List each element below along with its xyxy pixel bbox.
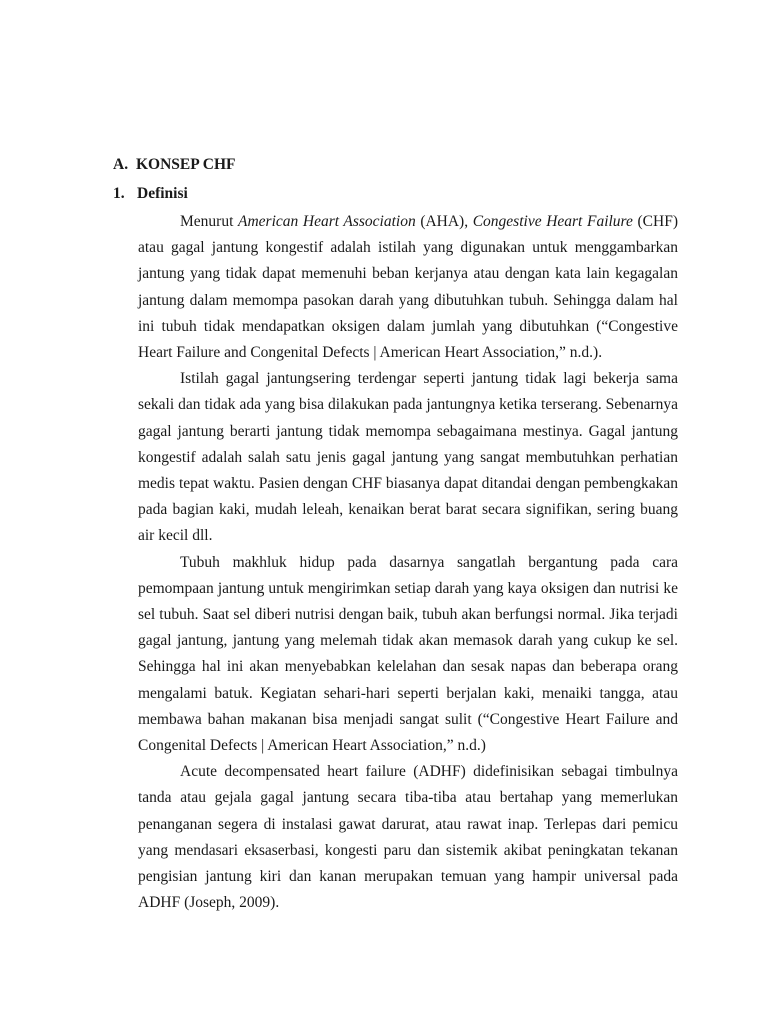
term-name: Congestive Heart Failure: [472, 213, 633, 230]
paragraph-1-text: (CHF) atau gagal jantung kongestif adalah istilah yang digunakan untuk menggambarkan jantung yang tidak dapat memenuhi beban kerjanya atau dengan kata lain kegagalan jantung dalam memompa pasokan darah yang dibutuhkan tubuh. Sehingga dalam hal ini tubuh tidak mendapatkan oksigen dalam jumlah yang dibutuhkan (“Congestive Heart Failure and Congenital Defects | American Heart Association,” n.d.).: [138, 213, 678, 362]
paragraph-3: Tubuh makhluk hidup pada dasarnya sangatlah bergantung pada cara pemompaan jantung untuk mengirimkan setiap darah yang kaya oksigen dan nutrisi ke sel tubuh. Saat sel diberi nutrisi dengan baik, tubuh akan berfungsi normal. Jika terjadi gagal jantung, jantung yang melemah tidak akan memasok darah yang cukup ke sel. Sehingga hal ini akan menyebabkan kelelahan dan sesak napas dan beberapa orang mengalami batuk. Kegiatan sehari-hari seperti berjalan kaki, menaiki tangga, atau membawa bahan makanan bisa menjadi sangat sulit (“Congestive Heart Failure and Congenital Defects | American Heart Association,” n.d.): [138, 553, 678, 755]
paragraph-1: [138, 209, 678, 366]
paragraph-2: Istilah gagal jantungsering terdengar seperti jantung tidak lagi bekerja sama sekali dan tidak ada yang bisa dilakukan pada jantungnya ketika terserang. Sebenarnya gagal jantung berarti jantung tidak memompa sebagaimana mestinya. Gagal jantung kongestif adalah salah satu jenis gagal jantung yang sangat membutuhkan perhatian medis tepat waktu. Pasien dengan CHF biasanya dapat ditandai dengan pembengkakan pada bagian kaki, mudah leleah, kenaikan berat barat secara signifikan, sering buang air kecil dll.: [138, 370, 678, 545]
subsection-heading: [113, 181, 188, 207]
subsection-title: Definisi: [137, 185, 188, 202]
section-title: KONSEP CHF: [136, 156, 236, 173]
paragraph-4: Acute decompensated heart failure (ADHF) didefinisikan sebagai timbulnya tanda atau gejala gagal jantung secara tiba-tiba atau bertahap yang memerlukan penanganan segera di instalasi gawat darurat, atau rawat inap. Terlepas dari pemicu yang mendasari eksaserbasi, kongesti paru dan sistemik akibat peningkatan tekanan pengisian jantung kiri dan kanan merupakan temuan yang hampir universal pada ADHF (Joseph, 2009).: [138, 763, 678, 912]
subsection-number: 1.: [113, 185, 125, 202]
paragraph-1-text: (AHA),: [415, 213, 473, 230]
organization-name: American Heart Association: [238, 213, 416, 230]
paragraph-1-text: Menurut: [180, 213, 238, 230]
section-number: A.: [113, 156, 129, 173]
section-heading: [113, 152, 235, 178]
body-text: [138, 209, 678, 916]
